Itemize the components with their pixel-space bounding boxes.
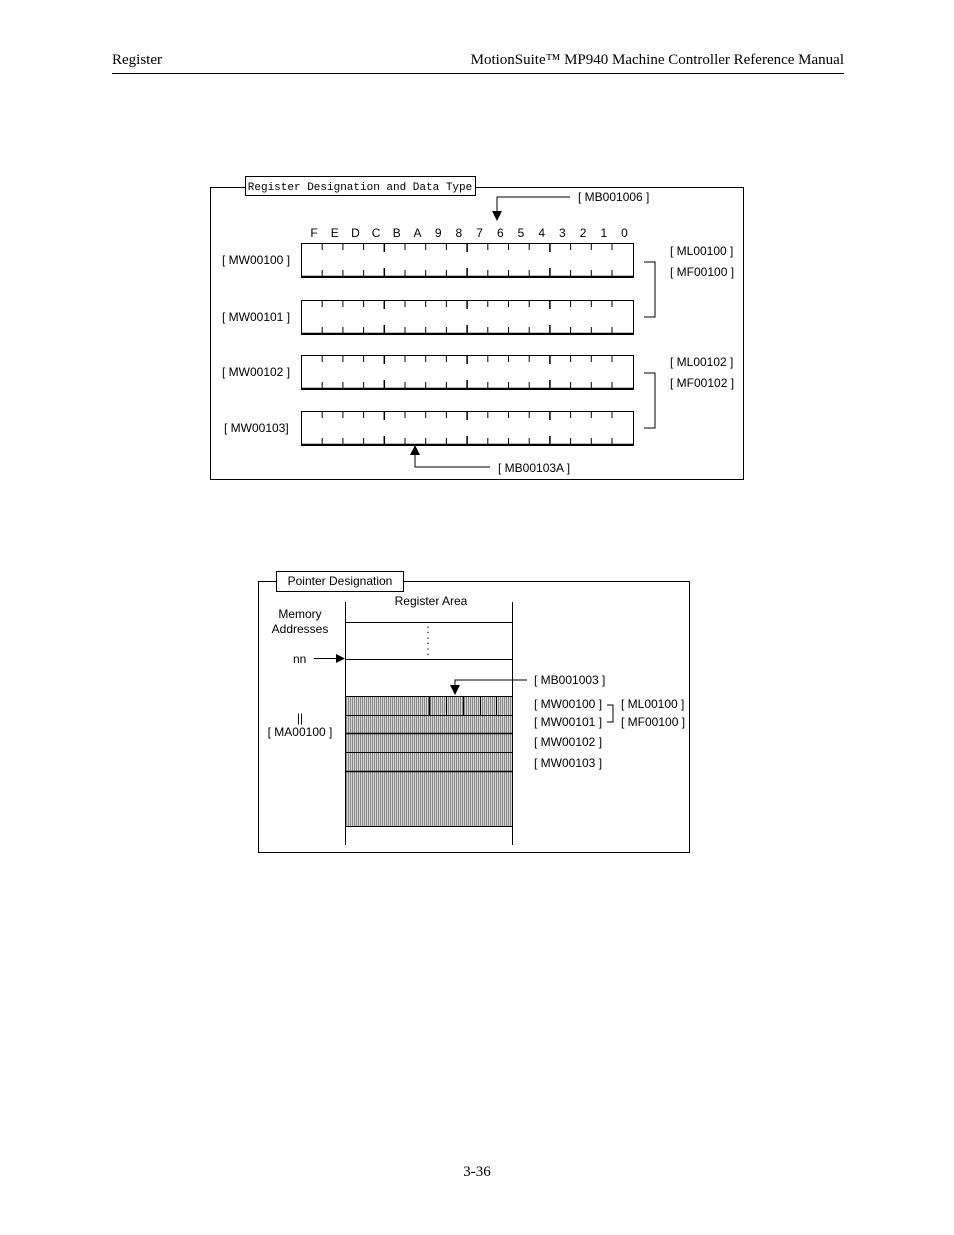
nn-arrowhead xyxy=(336,654,345,663)
register-row-label: [ MW00100 ] xyxy=(222,253,291,267)
top-pointer-line xyxy=(497,197,570,212)
ellipsis-dot: : xyxy=(426,633,430,647)
bit-label: F xyxy=(310,226,318,240)
page-number: 3-36 xyxy=(463,1164,491,1180)
bit-label: 0 xyxy=(621,226,628,240)
bit-label: E xyxy=(330,226,339,240)
header-section: Register xyxy=(112,52,162,68)
figure2-tab-label: Pointer Designation xyxy=(287,574,393,588)
mw00101-label: [ MW00101 ] xyxy=(534,715,603,729)
bit-label-row xyxy=(310,226,628,240)
register-row-label: [ MW00103] xyxy=(224,421,289,435)
figure1-tab-label: Register Designation and Data Type xyxy=(247,182,473,194)
mf-label: [ MF00100 ] xyxy=(621,715,686,729)
ellipsis-dot: : xyxy=(426,644,430,658)
mw00102-label: [ MW00102 ] xyxy=(534,735,603,749)
mw00100-label: [ MW00100 ] xyxy=(534,697,603,711)
long-label-bottom: [ ML00102 ] xyxy=(670,355,734,369)
bit-label: C xyxy=(371,226,381,240)
register-area-title: Register Area xyxy=(394,594,468,608)
bottom-pointer-line xyxy=(415,454,490,467)
bottom-pointer-label: [ MB00103A ] xyxy=(498,461,571,475)
addresses-label: Addresses xyxy=(271,622,329,636)
header-manual-title: MotionSuite™ MP940 Machine Controller Reference Manual xyxy=(470,52,844,68)
bit-label: A xyxy=(413,226,422,240)
byte-pointer-line xyxy=(455,680,527,686)
bit-label: 2 xyxy=(579,226,587,240)
byte-pointer-arrowhead xyxy=(450,685,460,695)
float-label-top: [ MF00100 ] xyxy=(670,265,735,279)
long-label-top: [ ML00100 ] xyxy=(670,244,734,258)
ma-label: [ MA00100 ] xyxy=(267,725,333,739)
bit-label: 6 xyxy=(496,226,504,240)
mw00103-label: [ MW00103 ] xyxy=(534,756,603,770)
long-bracket xyxy=(607,705,613,722)
ellipsis-dot: : xyxy=(426,622,430,636)
float-label-bottom: [ MF00102 ] xyxy=(670,376,735,390)
bit-label: 8 xyxy=(455,226,463,240)
bit-label: 7 xyxy=(476,226,483,240)
byte-pointer-label: [ MB001003 ] xyxy=(534,673,606,687)
register-row-label: [ MW00102 ] xyxy=(222,365,291,379)
bottom-pointer-arrowhead xyxy=(410,445,420,455)
top-pointer-label: [ MB001006 ] xyxy=(578,190,650,204)
bit-label: 1 xyxy=(600,226,608,240)
equals-mark: || xyxy=(296,711,304,725)
register-rows xyxy=(222,243,634,446)
bit-label: D xyxy=(351,226,360,240)
ml-label: [ ML00100 ] xyxy=(621,697,685,711)
bit-label: 4 xyxy=(538,226,546,240)
nn-label: nn xyxy=(293,652,307,666)
bit-label: 9 xyxy=(434,226,442,240)
long-bracket-top xyxy=(644,262,655,317)
bit-label: 5 xyxy=(517,226,525,240)
pointer-designation-figure xyxy=(259,572,690,853)
register-designation-figure xyxy=(211,177,744,480)
top-pointer-arrowhead xyxy=(492,211,502,221)
bit-label: 3 xyxy=(559,226,566,240)
long-bracket-bottom xyxy=(644,373,655,428)
register-row-label: [ MW00101 ] xyxy=(222,310,291,324)
bit-label: B xyxy=(392,226,401,240)
memory-label: Memory xyxy=(278,607,322,621)
